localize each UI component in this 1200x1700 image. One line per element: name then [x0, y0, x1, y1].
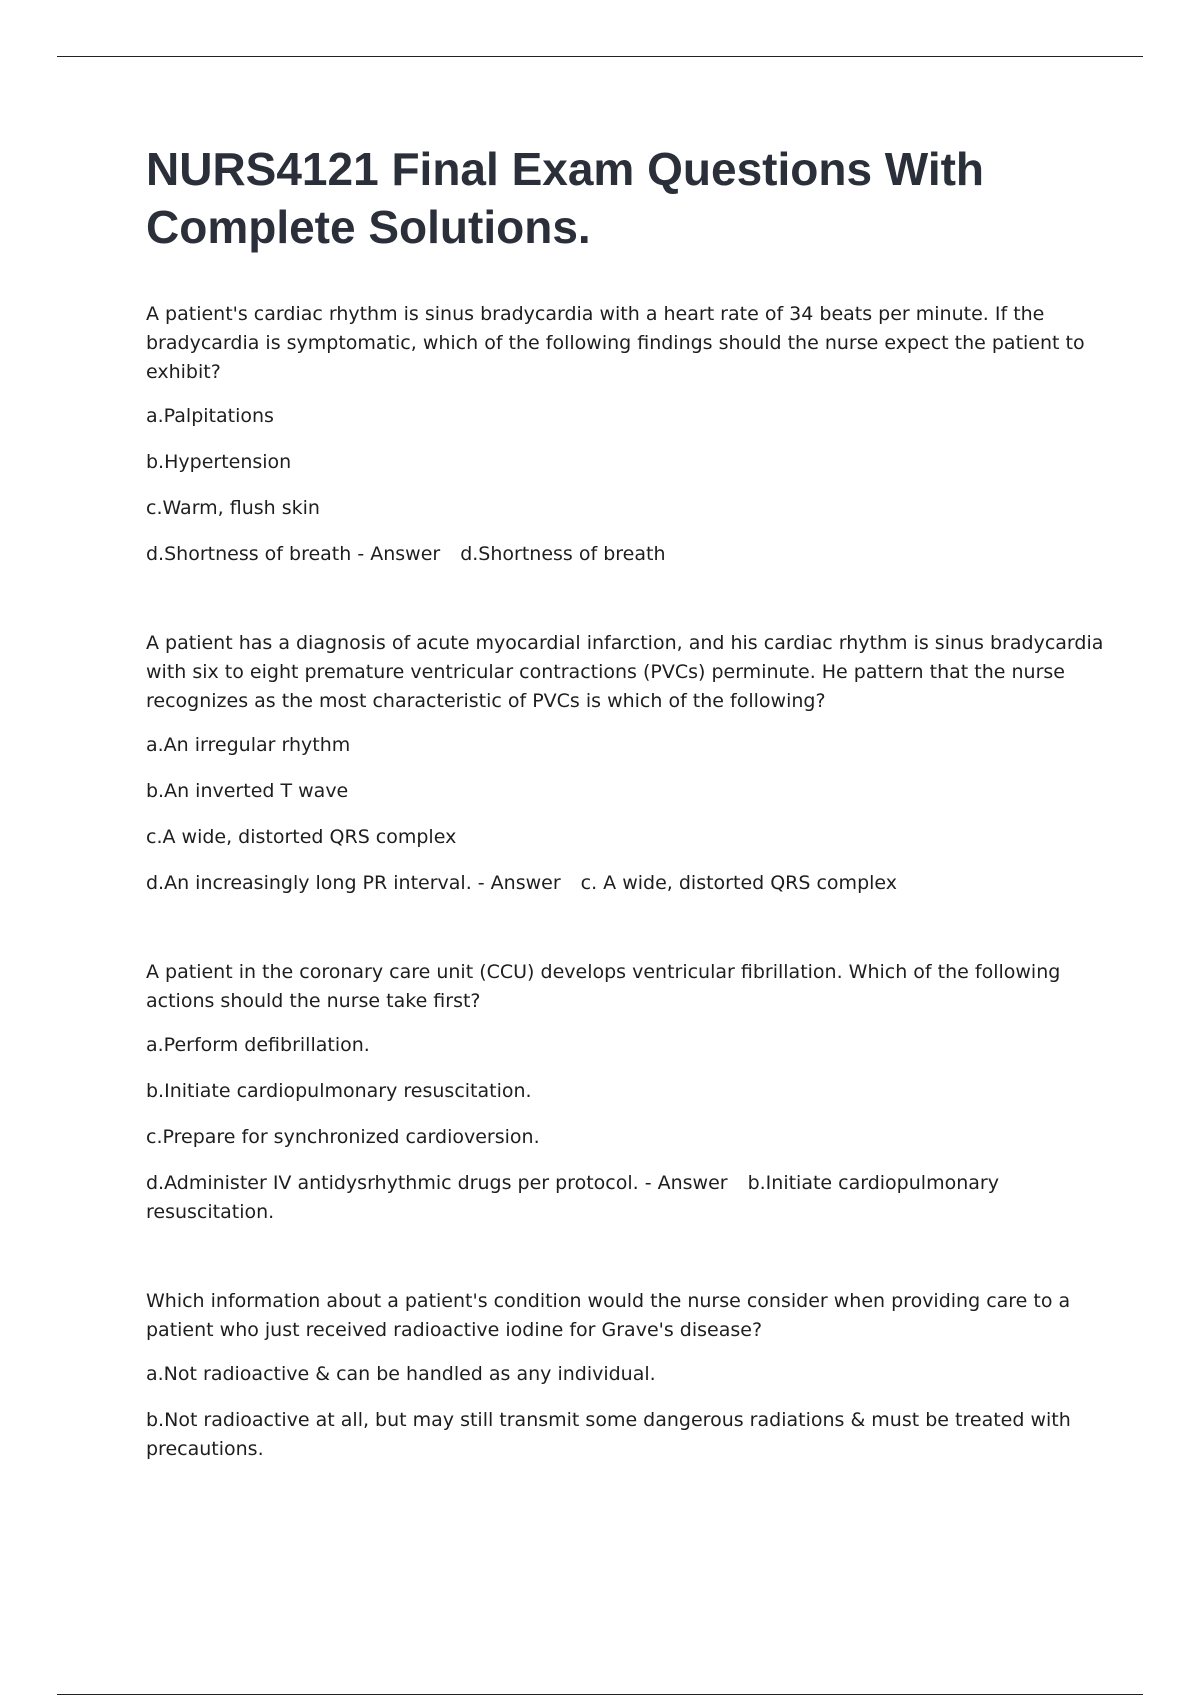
option-b: b.Not radioactive at all, but may still transmit some dangerous radiations & must be treated with precautions.: [146, 1409, 1071, 1460]
question-3: [146, 958, 1106, 1227]
option-d: d.An increasingly long PR interval. - Answer: [146, 872, 561, 894]
question-stem: A patient in the coronary care unit (CCU) develops ventricular fibrillation. Which of the following actions should the nurse take first?: [146, 961, 1061, 1012]
option-c: c.Warm, flush skin: [146, 497, 320, 519]
question-stem: Which information about a patient's condition would the nurse consider when providing care to a patient who just received radioactive iodine for Grave's disease?: [146, 1290, 1071, 1341]
option-c: c.A wide, distorted QRS complex: [146, 826, 457, 848]
option-a: a.An irregular rhythm: [146, 734, 351, 756]
option-b: b.Initiate cardiopulmonary resuscitation.: [146, 1080, 532, 1102]
question-stem: A patient's cardiac rhythm is sinus bradycardia with a heart rate of 34 beats per minute. If the bradycardia is symptomatic, which of the following findings should the nurse expect the patient to exhibit?: [146, 303, 1085, 383]
option-d-with-answer: [146, 540, 1106, 569]
option-c: c.Prepare for synchronized cardioversion.: [146, 1126, 540, 1148]
option-a: a.Perform defibrillation.: [146, 1034, 370, 1056]
option-d-with-answer: [146, 869, 1106, 898]
answer-text: c. A wide, distorted QRS complex: [580, 872, 898, 894]
question-4: [146, 1287, 1106, 1464]
option-a: a.Not radioactive & can be handled as any individual.: [146, 1363, 656, 1385]
option-a: a.Palpitations: [146, 405, 274, 427]
option-d: d.Administer IV antidysrhythmic drugs per protocol. - Answer: [146, 1172, 728, 1194]
option-d-with-answer: [146, 1169, 1106, 1227]
option-b: b.Hypertension: [146, 451, 292, 473]
question-1: [146, 300, 1106, 569]
option-b: b.An inverted T wave: [146, 780, 349, 802]
top-rule: [57, 56, 1143, 57]
question-2: [146, 629, 1106, 898]
answer-text: d.Shortness of breath: [460, 543, 666, 565]
document-content: [146, 140, 1106, 1524]
document-title: NURS4121 Final Exam Questions With Complete Solutions.: [146, 143, 985, 253]
answer-text: b.Initiate cardiopulmonary resuscitation.: [146, 1172, 999, 1223]
option-d: d.Shortness of breath - Answer: [146, 543, 441, 565]
bottom-rule: [57, 1694, 1143, 1695]
question-stem: A patient has a diagnosis of acute myocardial infarction, and his cardiac rhythm is sinus bradycardia with six to eight premature ventricular contractions (PVCs) perminute. He pattern that the nurse recognizes as the most characteristic of PVCs is which of the following?: [146, 632, 1104, 712]
